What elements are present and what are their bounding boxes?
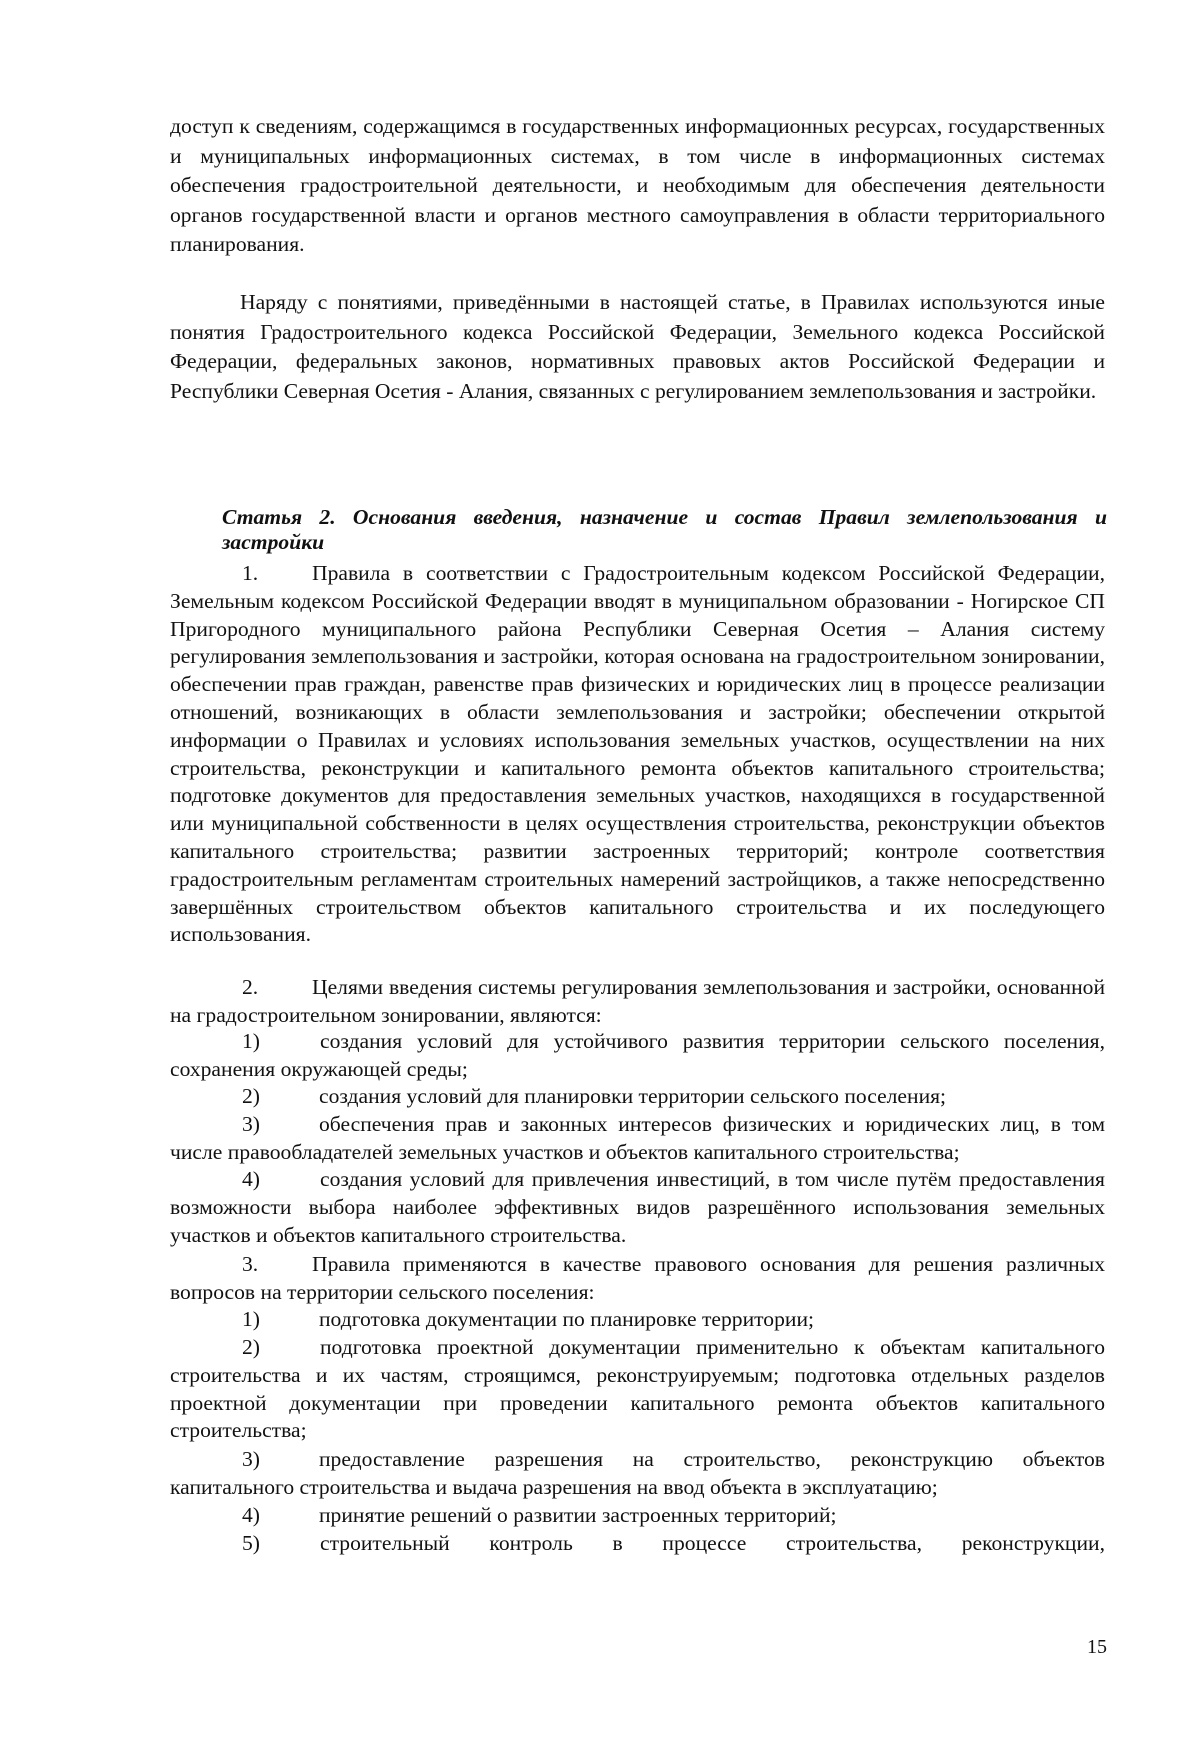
item-text: Правила применяются в качестве правового основания для решения различных вопросов на территории сельского поселения: <box>170 1252 1105 1304</box>
item-text: принятие решений о развитии застроенных территорий; <box>319 1503 837 1527</box>
list-item <box>170 1530 1105 1558</box>
item-number: 1) <box>242 1307 260 1331</box>
item-number: 3) <box>242 1447 260 1471</box>
item-number: 2) <box>242 1084 260 1108</box>
item-text: подготовка проектной документации применительно к объектам капитального строительства и их частям, строящимся, реконструируемым; подготовка отдельных разделов проектной документации при проведении капитального ремонта объектов капитального строительства; <box>170 1335 1105 1443</box>
list-item <box>170 1502 1105 1530</box>
list-item <box>170 1306 1105 1334</box>
list-item <box>170 1083 1105 1111</box>
page-number: 15 <box>1087 1636 1107 1658</box>
intro-paragraph-1: доступ к сведениям, содержащимся в государственных информационных ресурсах, государственных и муниципальных информационных системах, в том числе в информационных системах обеспечения градостроительной деятельности, и необходимым для обеспечения деятельности органов государственной власти и органов местного самоуправления в области территориального планирования. <box>170 114 1105 256</box>
list-item <box>170 974 1105 1030</box>
list-item <box>170 1334 1105 1445</box>
item-number: 3. <box>242 1252 259 1276</box>
item-text: строительный контроль в процессе строительства, реконструкции, <box>320 1531 1105 1555</box>
item-text: создания условий для устойчивого развития территории сельского поселения, сохранения окружающей среды; <box>170 1029 1105 1081</box>
list-item <box>170 1111 1105 1167</box>
intro-paragraph-2: Наряду с понятиями, приведёнными в настоящей статье, в Правилах используются иные понятия Градостроительного кодекса Российской Федерации, Земельного кодекса Российской Федерации, федеральных законов, нормативных правовых актов Российской Федерации и Республики Северная Осетия - Алания, связанных с регулированием землепользования и застройки. <box>170 290 1105 403</box>
item-number: 2) <box>242 1335 260 1359</box>
list-item <box>170 1251 1105 1307</box>
list-item <box>170 1028 1105 1084</box>
item-text: Целями введения системы регулирования землепользования и застройки, основанной на градостроительном зонировании, являются: <box>170 975 1105 1027</box>
item-text: создания условий для планировки территории сельского поселения; <box>319 1084 947 1108</box>
item-number: 1. <box>242 561 259 585</box>
item-number: 3) <box>242 1112 260 1136</box>
item-text: Правила в соответствии с Градостроительным кодексом Российской Федерации, Земельным кодексом Российской Федерации вводят в муниципальном образовании - Ногирское СП Пригородного муниципального района Республики Северная Осетия – Алания систему регулирования землепользования и застройки, которая основана на градостроительном зонировании, обеспечении прав граждан, равенстве прав физических и юридических лиц в процессе реализации отношений, возникающих в области землепользования и застройки; обеспечении открытой информации о Правилах и условиях использования земельных участков, осуществлении на них строительства, реконструкции и капитального ремонта объектов капитального строительства; подготовке документов для предоставления земельных участков, находящихся в государственной или муниципальной собственности в целях осуществления строительства, реконструкции объектов капитального строительства; развитии застроенных территорий; контроле соответствия градостроительным регламентам строительных намерений застройщиков, а также непосредственно завершённых строительством объектов капитального строительства и их последующего использования. <box>170 561 1105 947</box>
item-text: создания условий для привлечения инвестиций, в том числе путём предоставления возможности выбора наиболее эффективных видов разрешённого использования земельных участков и объектов капитального строительства. <box>170 1167 1105 1247</box>
article-heading: Статья 2. Основания введения, назначение и состав Правил землепользования и застройки <box>222 505 1107 554</box>
item-number: 4) <box>242 1167 260 1191</box>
list-item <box>170 560 1105 949</box>
item-number: 1) <box>242 1029 260 1053</box>
item-text: подготовка документации по планировке территории; <box>319 1307 815 1331</box>
item-text: предоставление разрешения на строительство, реконструкцию объектов капитального строительства и выдача разрешения на ввод объекта в эксплуатацию; <box>170 1447 1105 1499</box>
item-text: обеспечения прав и законных интересов физических и юридических лиц, в том числе правообладателей земельных участков и объектов капитального строительства; <box>170 1112 1105 1164</box>
list-item <box>170 1446 1105 1502</box>
list-item <box>170 1166 1105 1249</box>
item-number: 4) <box>242 1503 260 1527</box>
item-number: 2. <box>242 975 259 999</box>
item-number: 5) <box>242 1531 260 1555</box>
